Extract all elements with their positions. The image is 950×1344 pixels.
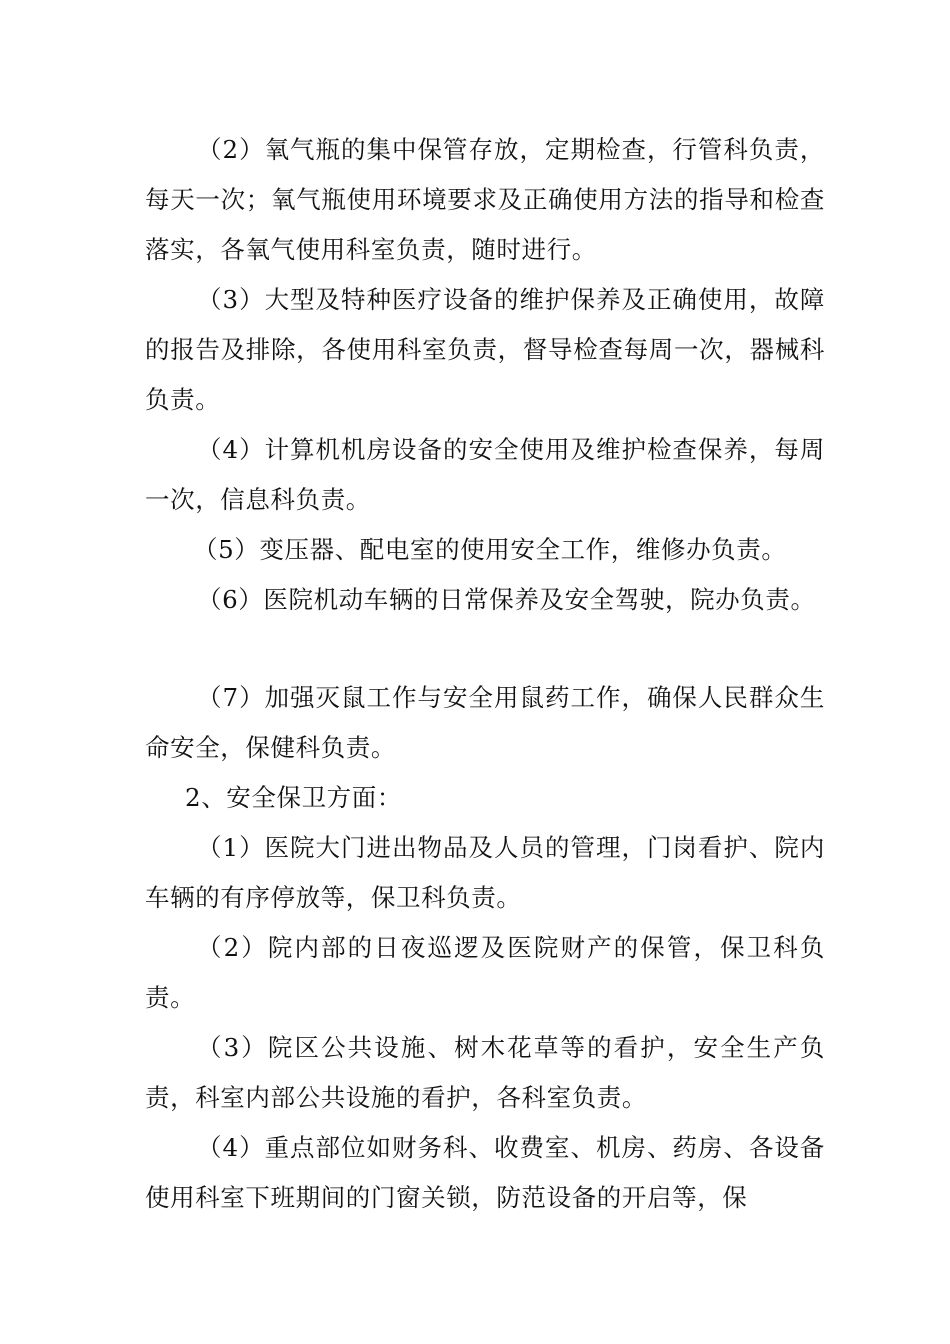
paragraph-public-facilities: （3）院区公共设施、树木花草等的看护，安全生产负责，科室内部公共设施的看护，各科室负责。 [145, 1033, 825, 1112]
paragraph-vehicles: （6）医院机动车辆的日常保养及安全驾驶，院办负责。 [197, 585, 816, 614]
paragraph-patrol: （2）院内部的日夜巡逻及医院财产的保管，保卫科负责。 [145, 933, 825, 1012]
paragraph-transformer: （5）变压器、配电室的使用安全工作，维修办负责。 [193, 535, 787, 564]
section-heading-security: 2、安全保卫方面： [185, 783, 402, 812]
paragraph-medical-equipment: （3）大型及特种医疗设备的维护保养及正确使用，故障的报告及排除，各使用科室负责，督导检查每周一次，器械科负责。 [145, 285, 825, 414]
paragraph-oxygen-cylinder: （2）氧气瓶的集中保管存放，定期检查，行管科负责，每天一次；氧气瓶使用环境要求及正确使用方法的指导和检查落实，各氧气使用科室负责，随时进行。 [145, 135, 825, 264]
paragraph-gate-management: （1）医院大门进出物品及人员的管理，门岗看护、院内车辆的有序停放等，保卫科负责。 [145, 833, 825, 912]
paragraph-computer-room: （4）计算机机房设备的安全使用及维护检查保养，每周一次，信息科负责。 [145, 435, 825, 514]
paragraph-key-locations: （4）重点部位如财务科、收费室、机房、药房、各设备使用科室下班期间的门窗关锁，防范设备的开启等，保 [145, 1133, 825, 1212]
paragraph-rodent-control: （7）加强灭鼠工作与安全用鼠药工作，确保人民群众生命安全，保健科负责。 [145, 683, 825, 762]
